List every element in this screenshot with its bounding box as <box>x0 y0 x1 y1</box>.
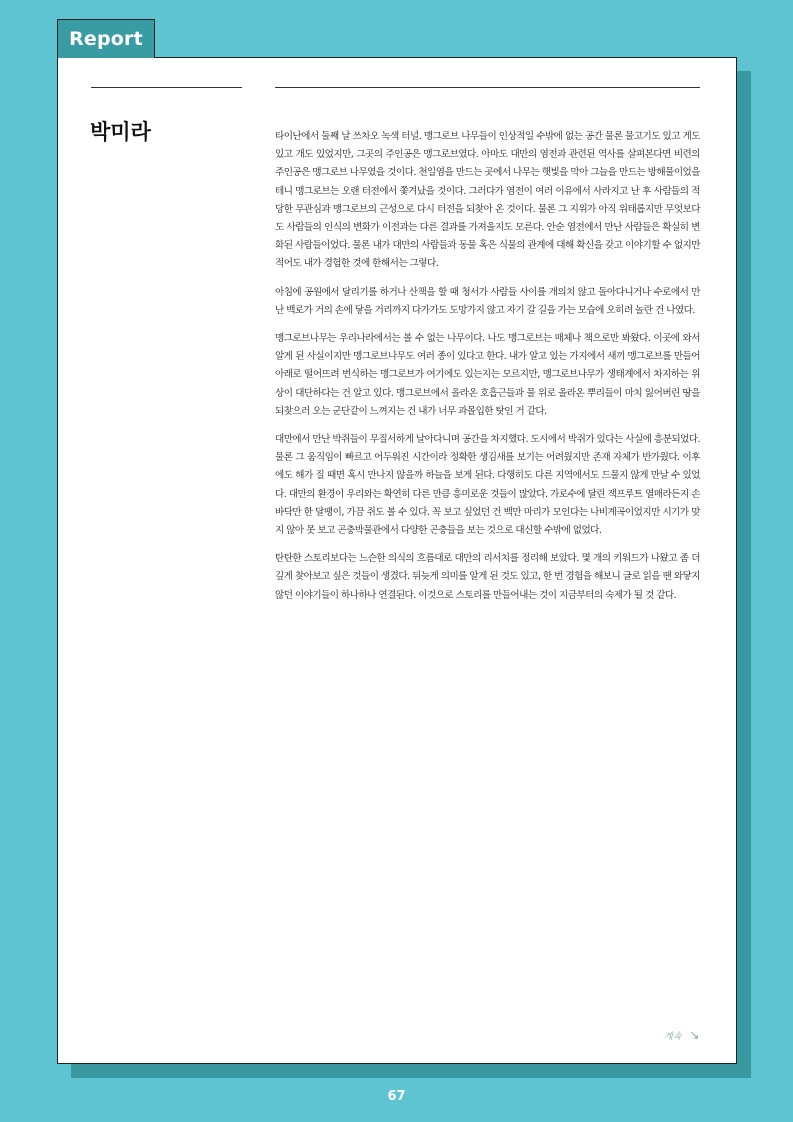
continue-indicator <box>664 1028 699 1042</box>
paragraph: 대만에서 만난 박쥐들이 무질서하게 날아다니며 공간을 차지했다. 도시에서 박쥐가 있다는 사실에 흥분되었다. 물론 그 움직임이 빠르고 어두워진 시간이라 정확한 생김새를 보기는 어려웠지만 존재 자체가 반가웠다. 이후에도 해가 질 때면 혹시 만나지 않을까 하늘을 보게 된다. 다행히도 다른 지역에서도 드물지 않게 만날 수 있었다. 대만의 환경이 우리와는 확연히 다른 만큼 흥미로운 것들이 많았다. 가로수에 달린 잭프루트 열매라든지 손바닥만 한 달팽이, 가끔 쥐도 볼 수 있다. 꼭 보고 싶었던 건 백만 마리가 모인다는 나비계곡이었지만 시기가 맞지 않아 못 보고 곤충박물관에서 다양한 곤충들을 보는 것으로 대신할 수밖에 없었다. <box>275 434 700 537</box>
article-body <box>275 128 700 615</box>
paragraph: 아침에 공원에서 달리기를 하거나 산책을 할 때 청서가 사람들 사이를 개의치 않고 돌아다니거나 수로에서 만난 백로가 거의 손에 닿을 거리까지 다가가도 도망가지 않고 자기 갈 길을 가는 모습에 오히려 놀란 건 나였다. <box>275 286 700 316</box>
paragraph: 타이난에서 둘째 날 쓰차오 녹색 터널. 맹그로브 나무들이 인상적일 수밖에 없는 공간 물론 물고기도 있고 게도 있고 개도 있었지만, 그곳의 주인공은 맹그로브였다. 아마도 대만의 염전과 관련된 역사를 살펴본다면 비련의 주인공은 맹그로브 나무였을 것이다. 천일염을 만드는 곳에서 나무는 햇빛을 막아 그늘을 만드는 방해물이었을 테니 맹그로브는 오랜 터전에서 쫓겨났을 것이다. 그러다가 염전이 여러 이유에서 사라지고 난 후 사람들의 적당한 무관심과 맹그로브의 근성으로 다시 터전을 되찾아 온 것이다. 물론 그 지위가 아직 위태롭지만 무엇보다도 사람들의 인식의 변화가 이전과는 다른 결과를 가져올지도 모른다. 안순 염전에서 만난 사람들은 확실히 변화된 사람들이었다. 물론 내가 대만의 사람들과 동물 혹은 식물의 관계에 대해 확신을 갖고 이야기할 수 없지만 적어도 내가 경험한 것에 한해서는 그렇다. <box>275 131 700 270</box>
body-divider <box>275 87 700 88</box>
author-divider <box>91 87 242 88</box>
paragraph: 탄탄한 스토리보다는 느슨한 의식의 흐름대로 대만의 리서치를 정리해 보았다. 몇 개의 키워드가 나왔고 좀 더 깊게 찾아보고 싶은 것들이 생겼다. 뒤늦게 의미를 알게 된 것도 있고, 한 번 경험을 해보니 글로 읽을 땐 와닿지 않던 이야기들이 하나하나 연결된다. 이것으로 스토리를 만들어내는 것이 지금부터의 숙제가 될 것 같다. <box>275 553 700 601</box>
author-name: 박미라 <box>90 120 151 144</box>
paragraph: 맹그로브나무는 우리나라에서는 볼 수 없는 나무이다. 나도 맹그로브는 매체나 책으로만 봐왔다. 이곳에 와서 알게 된 사실이지만 맹그로브나무도 여러 종이 있다고 한다. 내가 알고 있는 가지에서 새끼 맹그로브를 만들어 아래로 떨어뜨려 번식하는 맹그로브가 여기에도 있는지는 모르지만, 맹그로브나무가 생태계에서 차지하는 위상이 대단하다는 건 알고 있다. 맹그로브에서 올라온 호흡근들과 물 위로 올라온 뿌리들이 마치 잃어버린 땅을 되찾으러 오는 군단같이 느껴지는 건 내가 너무 과몰입한 탓인 거 같다. <box>275 333 700 417</box>
section-tab: Report <box>57 19 155 58</box>
continue-label: 계속 <box>664 1031 682 1042</box>
page-number: 67 <box>387 1089 406 1104</box>
arrow-down-right-icon: ↘ <box>689 1028 700 1042</box>
